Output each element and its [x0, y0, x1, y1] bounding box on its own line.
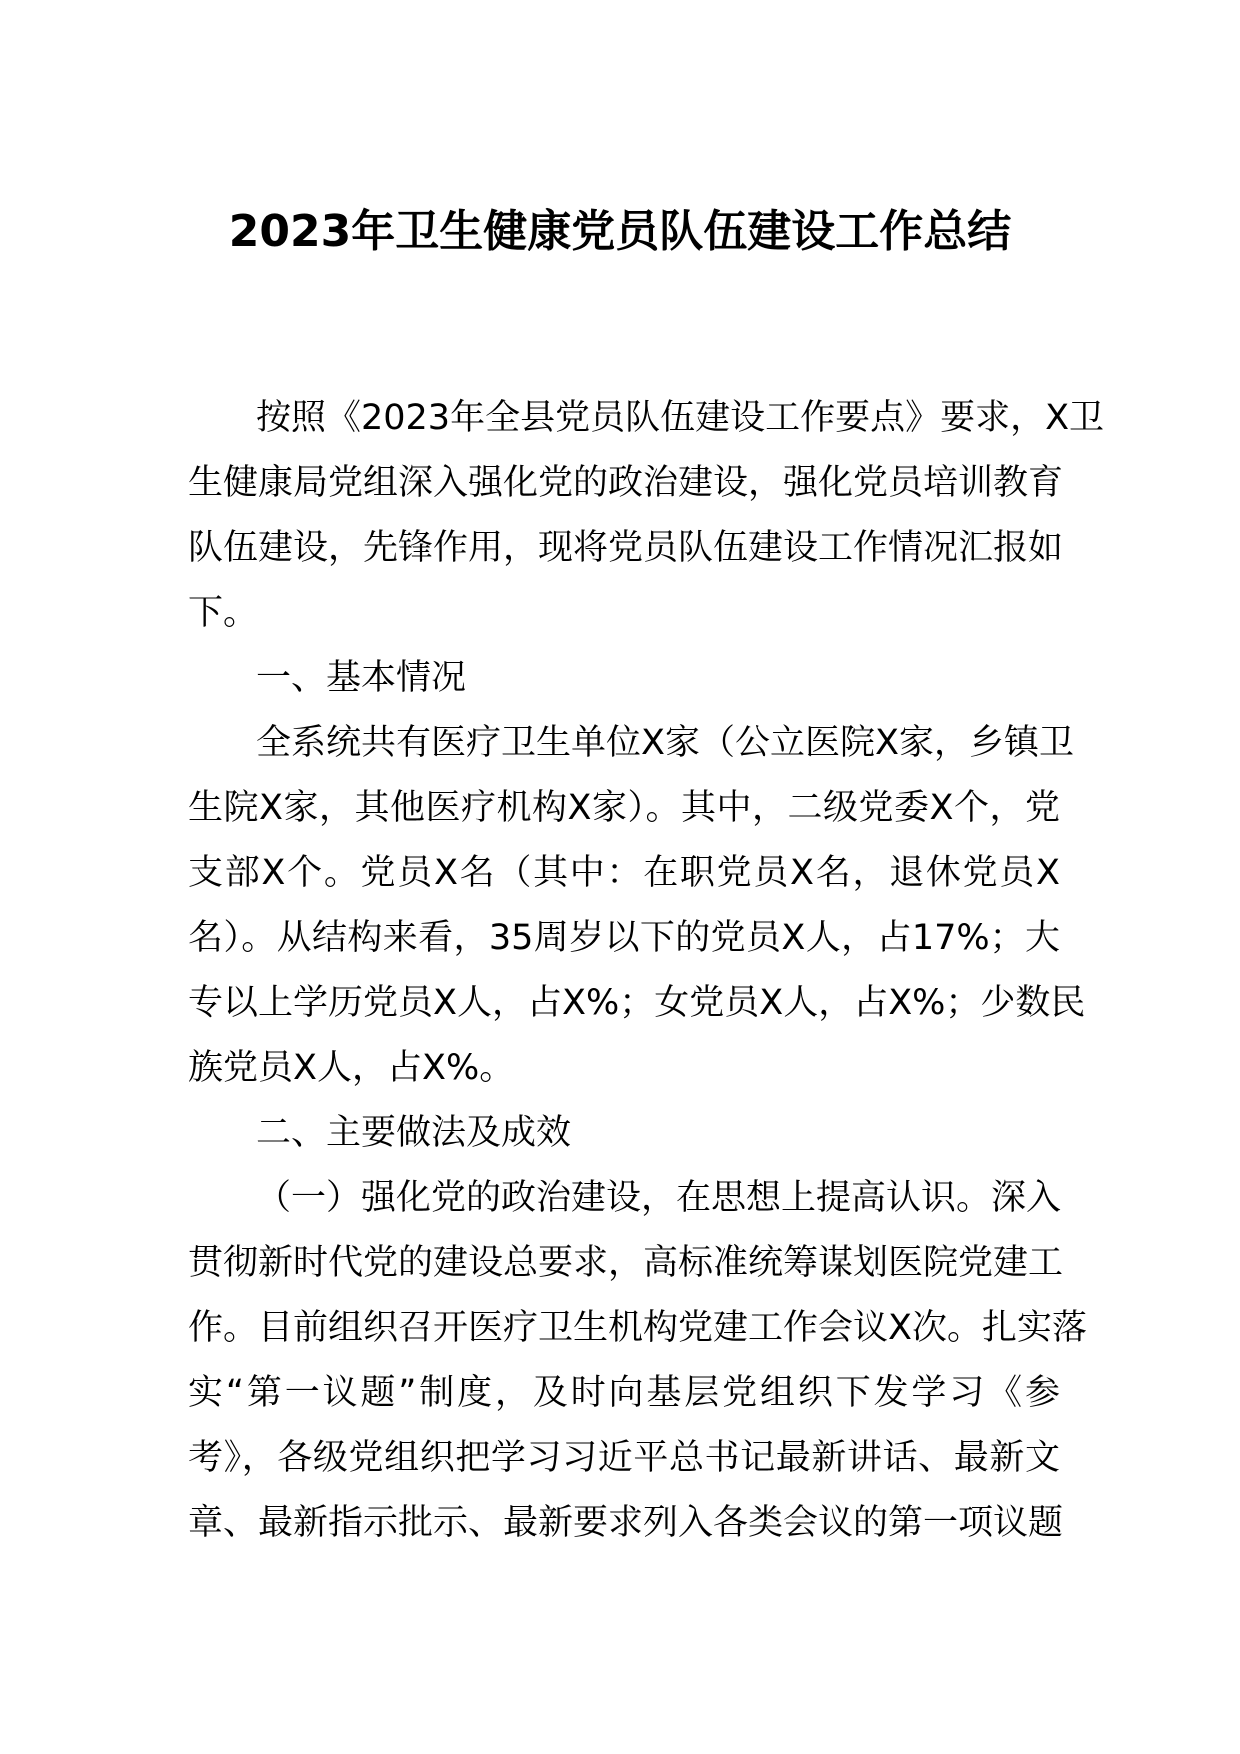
paragraph-intro-line: 下。 — [188, 593, 259, 633]
paragraph-basic-line: 族党员X人，占X%。 — [188, 1048, 515, 1088]
paragraph-measures-line: 考》，各级党组织把学习习近平总书记最新讲话、最新文 — [188, 1438, 1060, 1478]
paragraph-measures-line: （一）强化党的政治建设，在思想上提高认识。深入 — [256, 1178, 1062, 1218]
paragraph-intro-line: 生健康局党组深入强化党的政治建设，强化党员培训教育 — [188, 463, 1064, 503]
paragraph-measures-line: 实“第一议题”制度，及时向基层党组织下发学习《参 — [188, 1373, 1060, 1413]
paragraph-intro-line: 队伍建设，先锋作用，现将党员队伍建设工作情况汇报如 — [188, 528, 1064, 568]
section-heading-measures: 二、主要做法及成效 — [256, 1113, 572, 1153]
paragraph-basic-line: 全系统共有医疗卫生单位X家（公立医院X家，乡镇卫 — [256, 723, 1074, 763]
section-heading-basic: 一、基本情况 — [256, 658, 467, 698]
paragraph-measures-line: 章、最新指示批示、最新要求列入各类会议的第一项议题 — [188, 1503, 1064, 1543]
paragraph-basic-line: 支部X个。党员X名（其中：在职党员X名，退休党员X — [188, 853, 1060, 893]
paragraph-basic-line: 专以上学历党员X人，占X%；女党员X人，占X%；少数民 — [188, 983, 1086, 1023]
paragraph-basic-line: 生院X家，其他医疗机构X家）。其中，二级党委X个，党 — [188, 788, 1060, 828]
document-body — [188, 386, 1105, 1556]
paragraph-intro-line: 按照《2023年全县党员队伍建设工作要点》要求，X卫 — [256, 398, 1105, 438]
paragraph-measures-line: 贯彻新时代党的建设总要求，高标准统筹谋划医院党建工 — [188, 1243, 1064, 1283]
paragraph-measures-line: 作。目前组织召开医疗卫生机构党建工作会议X次。扎实落 — [188, 1308, 1087, 1348]
document-title: 2023年卫生健康党员队伍建设工作总结 — [228, 206, 1012, 257]
paragraph-basic-line: 名）。从结构来看，35周岁以下的党员X人，占17%；大 — [188, 918, 1060, 958]
